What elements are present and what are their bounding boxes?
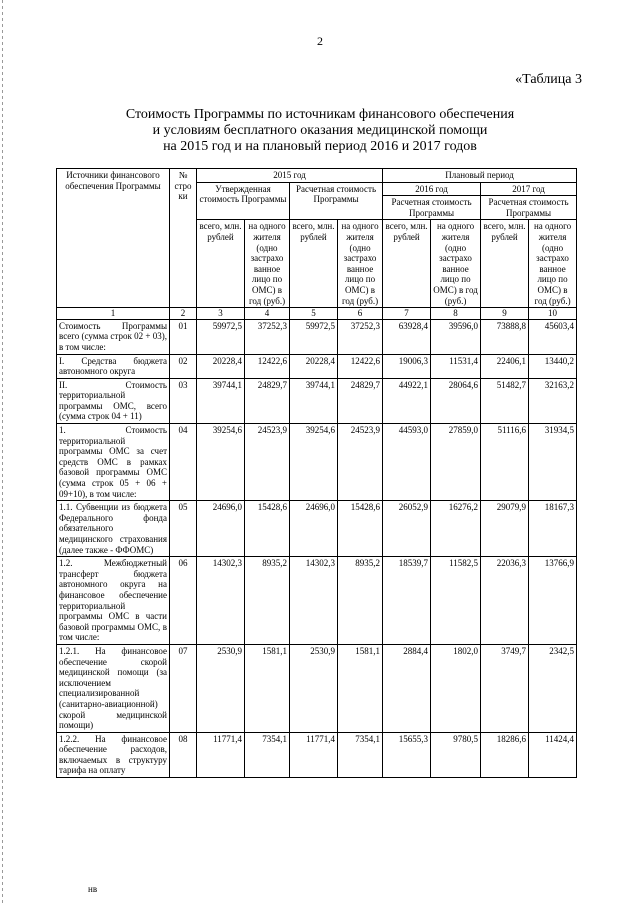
value-cell: 28064,6 [431,378,481,423]
value-cell: 24696,0 [290,501,338,557]
column-number: 7 [383,308,431,320]
value-cell: 59972,5 [197,319,245,354]
page-number: 2 [317,34,323,48]
value-cell: 32163,2 [529,378,577,423]
row-source-name: Стоимость Программы всего (сумма строк 02 + 03), в том числе: [57,319,170,354]
value-cell: 44922,1 [383,378,431,423]
value-cell: 20228,4 [290,354,338,378]
header-total: всего, млн. рублей [481,220,529,308]
value-cell: 39254,6 [197,424,245,501]
value-cell: 11424,4 [529,732,577,777]
value-cell: 37252,3 [338,319,383,354]
value-cell: 12422,6 [245,354,290,378]
value-cell: 13766,9 [529,557,577,645]
row-code: 03 [170,378,197,423]
value-cell: 31934,5 [529,424,577,501]
footer-mark: нв [88,884,98,894]
value-cell: 7354,1 [245,732,290,777]
column-number: 5 [290,308,338,320]
value-cell: 1581,1 [338,644,383,732]
column-number-row [57,308,577,320]
column-number: 9 [481,308,529,320]
value-cell: 18167,3 [529,501,577,557]
header-planned-period: Плановый период [383,169,577,183]
value-cell: 8935,2 [245,557,290,645]
value-cell: 27859,0 [431,424,481,501]
column-number: 2 [170,308,197,320]
row-source-name: 1.2.2. На финансовое обеспечение расходов, включаемых в структуру тарифа на оплату [57,732,170,777]
value-cell: 39254,6 [290,424,338,501]
value-cell: 24523,9 [245,424,290,501]
header-total: всего, млн. рублей [290,220,338,308]
value-cell: 14302,3 [290,557,338,645]
title-line: Стоимость Программы по источникам финансового обеспечения [125,107,515,122]
column-number: 4 [245,308,290,320]
value-cell: 22406,1 [481,354,529,378]
header-row-no: № стро ки [170,169,197,308]
value-cell: 13440,2 [529,354,577,378]
header-year-2017: 2017 год [481,182,577,196]
value-cell: 16276,2 [431,501,481,557]
value-cell: 51482,7 [481,378,529,423]
row-code: 04 [170,424,197,501]
header-approved-cost: Утвержденная стоимость Программы [197,182,290,220]
row-source-name: II. Стоимость территориальной программы ОМС, всего (сумма строк 04 + 11) [57,378,170,423]
header-per-resident: на одного жителя (одно застрахо ванное лицо по ОМС) в год (руб.) [338,220,383,308]
value-cell: 2884,4 [383,644,431,732]
value-cell: 2530,9 [290,644,338,732]
table-row [57,644,577,732]
row-source-name: 1.2. Межбюджетный трансферт бюджета автономного округа на финансовое обеспечение территориальной программы ОМС в части базовой программы ОМС, в том числе: [57,557,170,645]
header-per-resident: на одного жителя (одно застрахо ванное лицо по ОМС) в год (руб.) [245,220,290,308]
row-code: 08 [170,732,197,777]
table-label: «Таблица 3 [515,72,582,87]
value-cell: 39744,1 [290,378,338,423]
value-cell: 7354,1 [338,732,383,777]
value-cell: 37252,3 [245,319,290,354]
value-cell: 39596,0 [431,319,481,354]
value-cell: 11582,5 [431,557,481,645]
table-row [57,319,577,354]
row-source-name: 1.1. Субвенции из бюджета Федерального фонда обязательного медицинского страхования (далее также - ФФОМС) [57,501,170,557]
table-row [57,378,577,423]
row-code: 01 [170,319,197,354]
value-cell: 24829,7 [245,378,290,423]
value-cell: 22036,3 [481,557,529,645]
value-cell: 15655,3 [383,732,431,777]
title-line: и условиям бесплатного оказания медицинской помощи [152,123,488,138]
value-cell: 12422,6 [338,354,383,378]
value-cell: 29079,9 [481,501,529,557]
value-cell: 15428,6 [338,501,383,557]
header-year-2016: 2016 год [383,182,481,196]
financing-table [56,168,577,778]
row-code: 06 [170,557,197,645]
value-cell: 3749,7 [481,644,529,732]
column-number: 6 [338,308,383,320]
value-cell: 63928,4 [383,319,431,354]
value-cell: 8935,2 [338,557,383,645]
table-row [57,501,577,557]
value-cell: 39744,1 [197,378,245,423]
header-year-2015: 2015 год [197,169,383,183]
header-per-resident: на одного жителя (одно застрахо ванное лицо по ОМС) в год (руб.) [431,220,481,308]
table-row [57,732,577,777]
value-cell: 11771,4 [197,732,245,777]
column-number: 10 [529,308,577,320]
row-code: 05 [170,501,197,557]
value-cell: 24696,0 [197,501,245,557]
column-number: 1 [57,308,170,320]
page-title [0,107,640,155]
row-code: 07 [170,644,197,732]
row-source-name: 1.2.1. На финансовое обеспечение скорой медицинской помощи (за исключением специализированной (санитарно-авиационной) скорой медицинской помощи) [57,644,170,732]
value-cell: 20228,4 [197,354,245,378]
value-cell: 1581,1 [245,644,290,732]
row-source-name: 1. Стоимость территориальной программы ОМС за счет средств ОМС в рамках базовой программы ОМС (сумма строк 05 + 06 + 09+10), в том числе: [57,424,170,501]
value-cell: 18539,7 [383,557,431,645]
value-cell: 24523,9 [338,424,383,501]
value-cell: 14302,3 [197,557,245,645]
table-row [57,557,577,645]
header-calc-2016: Расчетная стоимость Программы [383,196,481,220]
header-source: Источники финансового обеспечения Программы [57,169,170,308]
value-cell: 11531,4 [431,354,481,378]
value-cell: 9780,5 [431,732,481,777]
value-cell: 44593,0 [383,424,431,501]
value-cell: 26052,9 [383,501,431,557]
header-calc-2017: Расчетная стоимость Программы [481,196,577,220]
value-cell: 1802,0 [431,644,481,732]
value-cell: 45603,4 [529,319,577,354]
row-source-name: I. Средства бюджета автономного округа [57,354,170,378]
header-calculated-cost: Расчетная стоимость Программы [290,182,383,220]
header-per-resident: на одного жителя (одно застрахо ванное лицо по ОМС) в год (руб.) [529,220,577,308]
value-cell: 15428,6 [245,501,290,557]
table-row [57,424,577,501]
header-total: всего, млн. рублей [197,220,245,308]
value-cell: 51116,6 [481,424,529,501]
value-cell: 19006,3 [383,354,431,378]
title-line: на 2015 год и на плановый период 2016 и 2017 годов [163,139,477,154]
header-total: всего, млн. рублей [383,220,431,308]
value-cell: 2342,5 [529,644,577,732]
value-cell: 59972,5 [290,319,338,354]
value-cell: 18286,6 [481,732,529,777]
column-number: 8 [431,308,481,320]
value-cell: 11771,4 [290,732,338,777]
row-code: 02 [170,354,197,378]
column-number: 3 [197,308,245,320]
value-cell: 24829,7 [338,378,383,423]
value-cell: 2530,9 [197,644,245,732]
table-row [57,354,577,378]
value-cell: 73888,8 [481,319,529,354]
